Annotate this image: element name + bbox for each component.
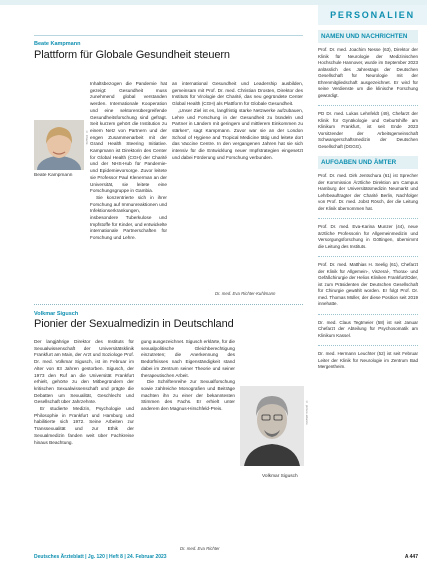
article1-column1 [90,81,167,297]
article1-kicker: Beate Kampmann [34,41,81,47]
news-item: PD Dr. med. Lukas Lehnfeldt (49), Chefarzt der Klinik für Gynäkologie und Geburtshilfe am Klinikum Frankfurt, ist seit Ende 2023 Vorsitzender der Arbeitsgemeinschaft Schwangerschaftsmedizin der Deutschen Gesellschaft (DGGG). [318,111,418,149]
sidebar [318,30,418,377]
divider [318,314,418,315]
divider [34,304,303,305]
photo-credit: © picture alliance [305,400,309,425]
journal-citation: Deutsches Ärzteblatt | Jg. 120 | Heft 8 | 24. Februar 2023 [34,554,167,560]
paragraph: „Unser Ziel ist es, langfristig starke Netzwerke aufzubauen, Lehre und Forschung in der Gesundheit zu bündeln und Partner in Ländern mit geringem und mittlerem Einkommen zu stärken“, sagt Kampmann. Zuvor war sie an der London School of Hygiene and Tropical Medicine tätig und leitete dort das Vaccine Centre. In den vergangenen Jahren hat sie sich intensiv für die Entwicklung neuer Impfstrategien eingesetzt und dabei Förderung und Forschung verbunden. [172,107,303,160]
news-item: Prof. Dr. med. Joachim Nesse (63), Direktor der Klinik für Neurologie der Medizinischen Hochschule Hannover, wurde im September 2023 anlässlich des Jahrestags der Deutschen Gesellschaft für Neurologie mit der Ehrenmitgliedschaft ausgezeichnet. Er wird für seine Verdienste um die klinische Forschung gewürdigt. [318,47,418,98]
divider [318,345,418,346]
news-item: Prof. Dr. med. Matthias H. Seelig (61), Chefarzt der Klinik für Allgemein-, Viszeral-, Thorax- und Gefäßchirurgie der Helios Kliniken Frankfurt/Oder, ist zum Präsidenten der Deutschen Gesellschaft für Chirurgie gewählt worden. Er folgt Prof. Dr. med. Thomas Müller, der diese Position seit 2019 innehatte. [318,262,418,306]
article1-author: Dr. med. Eva Richter-Kuhlmann [215,291,276,296]
article2-column1 [34,339,134,545]
paragraph: an international Gesundheit und Leadership ausbilden, gemeinsam mit Prof. Dr. med. Christian Drosten, Direktor des Instituts für Virologie der Charité, das neu gegründete Center Global Health (CGH) als Plattform für Globale Gesundheit. [172,81,303,107]
article1-column2 [172,81,303,290]
news-item: Prof. Dr. med. Eva-Karina Munzer (44), neue ärztliche Professorin für Allgemeinmedizin und Versorgungsforschung in Göttingen, übernimmt die Leitung des Instituts. [318,224,418,249]
sidebar-heading-names: NAMEN UND NACHRICHTEN [318,30,418,43]
article2-headline: Pionier der Sexualmedizin in Deutschland [34,318,234,330]
section-heading: PERSONALIEN [318,5,427,25]
page-footer [34,554,418,564]
paragraph: Der langjährige Direktor des Instituts für Sexualwissenschaft der Universitätsklinik Frankfurt am Main, der Arzt und Soziologe Prof. Dr. med. Volkmar Sigusch, ist im Februar im Alter von 83 Jahren gestorben. Sigusch, der 1973 den Ruf an die Universität Frankfurt erhielt, gehörte zu den Mitbegründern der kritischen Sexualwissenschaft und prägte die Debatten um Sexualität, Geschlecht und Gesellschaft über Jahrzehnte. [34,339,134,405]
divider [318,256,418,257]
news-item: Dr. med. Claus Tegtmeier (58) ist seit Januar Chefarzt der Abteilung für Psychosomatik am Klinikum Kassel. [318,319,418,338]
paragraph: Er studierte Medizin, Psychologie und Philosophie in Frankfurt und Hamburg und habilitierte sich 1972. Seine Arbeiten zur Transsexualität und zur Ethik der Sexualmedizin fanden weit über Fachkreise hinaus Beachtung. [34,406,134,445]
divider [318,105,418,106]
paragraph: Sie konzentrierte sich in ihrer Forschung auf Immunreaktionen und Infektionserkrankungen, insbesondere Tuberkulose und Impfstoffe für Kinder, und entwickelte internationale Partnerschaften für Forschung und Lehre. [90,194,167,241]
sidebar-heading-offices: AUFGABEN UND ÄMTER [318,156,418,169]
volkmar-sigusch-portrait [240,386,304,466]
beate-kampmann-portrait [34,120,84,170]
divider [318,218,418,219]
paragraph: Inhaltsbezogen die Pandemie hat gezeigt: Gesundheit muss zunehmend global verstanden werden. Internationale Kooperation und eine sektorenübergreifende Gesundheitsforschung sind gefragt. Seit kurzem gehört die Institution zu einem Netz von Partnern und der engen Zusammenarbeit mit der Grand Health Steering Initiative. Kampmann ist Direktorin des Center for Global Health (CGH) der Charité und der NHS-Hub für Pandemie- und Epidemievorsorge. Zuvor leitete sie Professor Paul Klenerman an der Universität, sie leitete eine Forschungsgruppe in Gambia. [90,81,167,194]
photo-credit: © Charité [85,130,89,145]
paragraph: Die Schriftenreihe zur Sexualforschung sowie zahlreiche Monografien und Beiträge machten ihn zu einer der bekanntesten Stimmen des Fachs. Er erhielt unter anderem den Magnus-Hirschfeld-Preis. [141,379,235,412]
divider [34,35,303,36]
article2-kicker: Volkmar Sigusch [34,311,79,317]
paragraph: gung ausgezeichnet. Sigusch erklärte, für die sexualpolitische Gleichberechtigung einzutreten; die Anerkennung des Bedürfnisses nach Eigenständigkeit stand dabei im Zentrum seiner Theorie und seiner therapeutischen Arbeit. [141,339,235,378]
article2-author: Dr. med. Eva Richter [180,546,220,551]
news-item: Prof. Dr. med. Dirk Jentschura (61) ist Sprecher der Kommission Ärztliche Direktion am Campus Hamburg der Universitätsmedizin Neumarkt und Lehrbeauftragter der Charité Berlin, Nachfolger von Prof. Dr. med. Jobst Rösch, der die Leitung der Klinik übernommen hat. [318,173,418,211]
page-number: A 447 [404,554,418,560]
article2-column2 [141,339,235,545]
article1-headline: Plattform für Globale Gesundheit steuern [34,49,230,61]
news-item: Dr. med. Hermann Leuchter (52) ist seit Februar Leiter der Klinik für Neurologie im Zentrum Bad Mergentheim. [318,351,418,369]
article1-photo-caption: Beate Kampmann [34,173,73,178]
article2-photo-caption: Volkmar Sigusch [262,474,298,479]
